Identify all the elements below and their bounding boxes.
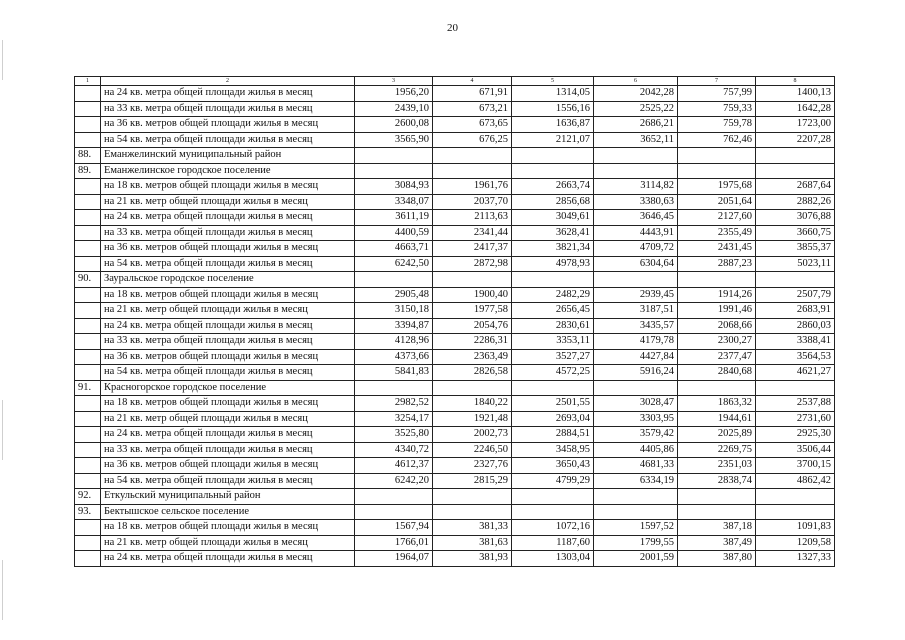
- value-cell: 6242,50: [355, 256, 433, 272]
- empty-cell: [756, 504, 835, 520]
- row-description: на 36 кв. метров общей площади жилья в месяц: [101, 241, 355, 257]
- column-number-row: [75, 77, 835, 86]
- scan-edge-mark: [2, 400, 3, 460]
- value-cell: 2002,73: [433, 427, 512, 443]
- value-cell: 3458,95: [512, 442, 594, 458]
- value-cell: 5023,11: [756, 256, 835, 272]
- value-cell: 2417,37: [433, 241, 512, 257]
- row-description: на 18 кв. метров общей площади жилья в месяц: [101, 287, 355, 303]
- row-description: на 24 кв. метра общей площади жилья в месяц: [101, 427, 355, 443]
- value-cell: 2286,31: [433, 334, 512, 350]
- value-cell: 1636,87: [512, 117, 594, 133]
- section-title: Бектышское сельское поселение: [101, 504, 355, 520]
- empty-cell: [75, 535, 101, 551]
- value-cell: 2037,70: [433, 194, 512, 210]
- empty-cell: [355, 504, 433, 520]
- empty-cell: [75, 194, 101, 210]
- value-cell: 3646,45: [594, 210, 678, 226]
- value-cell: 1977,58: [433, 303, 512, 319]
- section-row: [75, 272, 835, 288]
- section-title: Еманжелинское городское поселение: [101, 163, 355, 179]
- value-cell: 3388,41: [756, 334, 835, 350]
- empty-cell: [75, 458, 101, 474]
- value-cell: 3049,61: [512, 210, 594, 226]
- value-cell: 1961,76: [433, 179, 512, 195]
- scan-edge-mark: [2, 560, 3, 620]
- value-cell: 2269,75: [678, 442, 756, 458]
- value-cell: 1556,16: [512, 101, 594, 117]
- column-number-header: 6: [594, 77, 678, 86]
- value-cell: 3353,11: [512, 334, 594, 350]
- table-row: [75, 365, 835, 381]
- empty-cell: [594, 380, 678, 396]
- empty-cell: [75, 287, 101, 303]
- value-cell: 2830,61: [512, 318, 594, 334]
- section-row: [75, 489, 835, 505]
- value-cell: 1597,52: [594, 520, 678, 536]
- value-cell: 3564,53: [756, 349, 835, 365]
- empty-cell: [75, 411, 101, 427]
- row-description: на 24 кв. метра общей площади жилья в месяц: [101, 86, 355, 102]
- value-cell: 2656,45: [512, 303, 594, 319]
- table-row: [75, 101, 835, 117]
- table-row: [75, 411, 835, 427]
- value-cell: 3254,17: [355, 411, 433, 427]
- value-cell: 2042,28: [594, 86, 678, 102]
- empty-cell: [75, 365, 101, 381]
- section-number: 92.: [75, 489, 101, 505]
- empty-cell: [75, 117, 101, 133]
- value-cell: 4862,42: [756, 473, 835, 489]
- value-cell: 5916,24: [594, 365, 678, 381]
- value-cell: 2001,59: [594, 551, 678, 567]
- section-title: Еткульский муниципальный район: [101, 489, 355, 505]
- value-cell: 3628,41: [512, 225, 594, 241]
- value-cell: 3076,88: [756, 210, 835, 226]
- table-row: [75, 442, 835, 458]
- value-cell: 2860,03: [756, 318, 835, 334]
- value-cell: 1956,20: [355, 86, 433, 102]
- value-cell: 2363,49: [433, 349, 512, 365]
- empty-cell: [75, 551, 101, 567]
- value-cell: 2872,98: [433, 256, 512, 272]
- value-cell: 2982,52: [355, 396, 433, 412]
- value-cell: 4572,25: [512, 365, 594, 381]
- value-cell: 757,99: [678, 86, 756, 102]
- value-cell: 1991,46: [678, 303, 756, 319]
- empty-cell: [512, 489, 594, 505]
- value-cell: 2341,44: [433, 225, 512, 241]
- tariff-table: [74, 76, 835, 567]
- value-cell: 2525,22: [594, 101, 678, 117]
- empty-cell: [75, 86, 101, 102]
- row-description: на 54 кв. метра общей площади жилья в месяц: [101, 473, 355, 489]
- value-cell: 1975,68: [678, 179, 756, 195]
- table-row: [75, 303, 835, 319]
- value-cell: 3506,44: [756, 442, 835, 458]
- value-cell: 762,46: [678, 132, 756, 148]
- value-cell: 673,21: [433, 101, 512, 117]
- value-cell: 671,91: [433, 86, 512, 102]
- empty-cell: [75, 427, 101, 443]
- empty-cell: [75, 132, 101, 148]
- empty-cell: [594, 148, 678, 164]
- value-cell: 4443,91: [594, 225, 678, 241]
- section-number: 88.: [75, 148, 101, 164]
- empty-cell: [433, 504, 512, 520]
- table-row: [75, 396, 835, 412]
- value-cell: 1766,01: [355, 535, 433, 551]
- value-cell: 3380,63: [594, 194, 678, 210]
- empty-cell: [678, 272, 756, 288]
- value-cell: 4427,84: [594, 349, 678, 365]
- value-cell: 3084,93: [355, 179, 433, 195]
- section-number: 93.: [75, 504, 101, 520]
- empty-cell: [678, 163, 756, 179]
- value-cell: 2068,66: [678, 318, 756, 334]
- empty-cell: [756, 489, 835, 505]
- empty-cell: [433, 148, 512, 164]
- row-description: на 54 кв. метра общей площади жилья в месяц: [101, 256, 355, 272]
- value-cell: 1303,04: [512, 551, 594, 567]
- value-cell: 4799,29: [512, 473, 594, 489]
- table-row: [75, 349, 835, 365]
- value-cell: 2884,51: [512, 427, 594, 443]
- value-cell: 3652,11: [594, 132, 678, 148]
- value-cell: 381,93: [433, 551, 512, 567]
- value-cell: 2207,28: [756, 132, 835, 148]
- row-description: на 18 кв. метров общей площади жилья в месяц: [101, 179, 355, 195]
- table-row: [75, 132, 835, 148]
- value-cell: 2856,68: [512, 194, 594, 210]
- row-description: на 33 кв. метра общей площади жилья в месяц: [101, 101, 355, 117]
- value-cell: 6242,20: [355, 473, 433, 489]
- value-cell: 3435,57: [594, 318, 678, 334]
- row-description: на 21 кв. метр общей площади жилья в месяц: [101, 303, 355, 319]
- value-cell: 3611,19: [355, 210, 433, 226]
- value-cell: 3579,42: [594, 427, 678, 443]
- value-cell: 2826,58: [433, 365, 512, 381]
- value-cell: 2246,50: [433, 442, 512, 458]
- value-cell: 4128,96: [355, 334, 433, 350]
- table-row: [75, 520, 835, 536]
- empty-cell: [756, 272, 835, 288]
- row-description: на 33 кв. метра общей площади жилья в месяц: [101, 442, 355, 458]
- empty-cell: [75, 303, 101, 319]
- table-row: [75, 334, 835, 350]
- value-cell: 759,78: [678, 117, 756, 133]
- empty-cell: [75, 442, 101, 458]
- table-row: [75, 225, 835, 241]
- value-cell: 3394,87: [355, 318, 433, 334]
- row-description: на 18 кв. метров общей площади жилья в месяц: [101, 520, 355, 536]
- value-cell: 2025,89: [678, 427, 756, 443]
- value-cell: 2351,03: [678, 458, 756, 474]
- value-cell: 1642,28: [756, 101, 835, 117]
- row-description: на 36 кв. метров общей площади жилья в месяц: [101, 349, 355, 365]
- value-cell: 2439,10: [355, 101, 433, 117]
- value-cell: 2113,63: [433, 210, 512, 226]
- section-number: 91.: [75, 380, 101, 396]
- value-cell: 2939,45: [594, 287, 678, 303]
- section-number: 89.: [75, 163, 101, 179]
- row-description: на 36 кв. метров общей площади жилья в месяц: [101, 117, 355, 133]
- value-cell: 1327,33: [756, 551, 835, 567]
- scan-edge-mark: [2, 40, 3, 80]
- empty-cell: [756, 148, 835, 164]
- value-cell: 3187,51: [594, 303, 678, 319]
- table-row: [75, 86, 835, 102]
- value-cell: 3303,95: [594, 411, 678, 427]
- value-cell: 2887,23: [678, 256, 756, 272]
- section-row: [75, 380, 835, 396]
- value-cell: 2377,47: [678, 349, 756, 365]
- empty-cell: [75, 241, 101, 257]
- empty-cell: [433, 163, 512, 179]
- section-title: Зауральское городское поселение: [101, 272, 355, 288]
- table-row: [75, 551, 835, 567]
- value-cell: 1799,55: [594, 535, 678, 551]
- table-row: [75, 287, 835, 303]
- value-cell: 2600,08: [355, 117, 433, 133]
- empty-cell: [433, 272, 512, 288]
- value-cell: 1091,83: [756, 520, 835, 536]
- table-row: [75, 210, 835, 226]
- value-cell: 5841,83: [355, 365, 433, 381]
- empty-cell: [75, 101, 101, 117]
- value-cell: 3565,90: [355, 132, 433, 148]
- value-cell: 3700,15: [756, 458, 835, 474]
- empty-cell: [678, 148, 756, 164]
- value-cell: 1400,13: [756, 86, 835, 102]
- row-description: на 18 кв. метров общей площади жилья в месяц: [101, 396, 355, 412]
- value-cell: 6304,64: [594, 256, 678, 272]
- value-cell: 1964,07: [355, 551, 433, 567]
- value-cell: 3660,75: [756, 225, 835, 241]
- value-cell: 381,33: [433, 520, 512, 536]
- value-cell: 1900,40: [433, 287, 512, 303]
- value-cell: 6334,19: [594, 473, 678, 489]
- value-cell: 4978,93: [512, 256, 594, 272]
- empty-cell: [355, 163, 433, 179]
- value-cell: 1723,00: [756, 117, 835, 133]
- empty-cell: [512, 380, 594, 396]
- value-cell: 1944,61: [678, 411, 756, 427]
- empty-cell: [512, 504, 594, 520]
- table-row: [75, 194, 835, 210]
- empty-cell: [355, 489, 433, 505]
- value-cell: 2327,76: [433, 458, 512, 474]
- value-cell: 3114,82: [594, 179, 678, 195]
- empty-cell: [355, 148, 433, 164]
- table-row: [75, 117, 835, 133]
- value-cell: 2838,74: [678, 473, 756, 489]
- value-cell: 1187,60: [512, 535, 594, 551]
- value-cell: 1567,94: [355, 520, 433, 536]
- value-cell: 673,65: [433, 117, 512, 133]
- empty-cell: [433, 380, 512, 396]
- column-number-header: 2: [101, 77, 355, 86]
- value-cell: 759,33: [678, 101, 756, 117]
- value-cell: 1921,48: [433, 411, 512, 427]
- value-cell: 2693,04: [512, 411, 594, 427]
- table-row: [75, 458, 835, 474]
- value-cell: 2054,76: [433, 318, 512, 334]
- empty-cell: [594, 504, 678, 520]
- empty-cell: [355, 380, 433, 396]
- value-cell: 2663,74: [512, 179, 594, 195]
- table-row: [75, 179, 835, 195]
- value-cell: 4709,72: [594, 241, 678, 257]
- value-cell: 3150,18: [355, 303, 433, 319]
- section-number: 90.: [75, 272, 101, 288]
- value-cell: 2355,49: [678, 225, 756, 241]
- value-cell: 3821,34: [512, 241, 594, 257]
- value-cell: 1072,16: [512, 520, 594, 536]
- value-cell: 2482,29: [512, 287, 594, 303]
- page-number: 20: [447, 22, 458, 34]
- empty-cell: [355, 272, 433, 288]
- column-number-header: 5: [512, 77, 594, 86]
- value-cell: 2683,91: [756, 303, 835, 319]
- section-row: [75, 148, 835, 164]
- value-cell: 676,25: [433, 132, 512, 148]
- value-cell: 2537,88: [756, 396, 835, 412]
- empty-cell: [678, 504, 756, 520]
- value-cell: 1840,22: [433, 396, 512, 412]
- empty-cell: [75, 473, 101, 489]
- table-row: [75, 241, 835, 257]
- value-cell: 4621,27: [756, 365, 835, 381]
- value-cell: 2905,48: [355, 287, 433, 303]
- value-cell: 2507,79: [756, 287, 835, 303]
- value-cell: 4340,72: [355, 442, 433, 458]
- value-cell: 3855,37: [756, 241, 835, 257]
- row-description: на 33 кв. метра общей площади жилья в месяц: [101, 225, 355, 241]
- row-description: на 54 кв. метра общей площади жилья в месяц: [101, 365, 355, 381]
- table-row: [75, 535, 835, 551]
- value-cell: 3650,43: [512, 458, 594, 474]
- value-cell: 4179,78: [594, 334, 678, 350]
- value-cell: 2687,64: [756, 179, 835, 195]
- row-description: на 24 кв. метра общей площади жилья в месяц: [101, 210, 355, 226]
- empty-cell: [75, 396, 101, 412]
- value-cell: 2731,60: [756, 411, 835, 427]
- value-cell: 1914,26: [678, 287, 756, 303]
- value-cell: 2051,64: [678, 194, 756, 210]
- value-cell: 387,49: [678, 535, 756, 551]
- value-cell: 3348,07: [355, 194, 433, 210]
- value-cell: 2121,07: [512, 132, 594, 148]
- value-cell: 387,18: [678, 520, 756, 536]
- value-cell: 387,80: [678, 551, 756, 567]
- value-cell: 4681,33: [594, 458, 678, 474]
- empty-cell: [756, 380, 835, 396]
- empty-cell: [678, 489, 756, 505]
- row-description: на 36 кв. метров общей площади жилья в месяц: [101, 458, 355, 474]
- empty-cell: [594, 489, 678, 505]
- empty-cell: [433, 489, 512, 505]
- value-cell: 4400,59: [355, 225, 433, 241]
- section-title: Еманжелинский муниципальный район: [101, 148, 355, 164]
- value-cell: 2501,55: [512, 396, 594, 412]
- section-title: Красногорское городское поселение: [101, 380, 355, 396]
- row-description: на 21 кв. метр общей площади жилья в месяц: [101, 194, 355, 210]
- value-cell: 4612,37: [355, 458, 433, 474]
- table-row: [75, 473, 835, 489]
- value-cell: 2882,26: [756, 194, 835, 210]
- empty-cell: [75, 256, 101, 272]
- empty-cell: [75, 334, 101, 350]
- empty-cell: [678, 380, 756, 396]
- empty-cell: [75, 210, 101, 226]
- empty-cell: [75, 520, 101, 536]
- value-cell: 1863,32: [678, 396, 756, 412]
- value-cell: 4663,71: [355, 241, 433, 257]
- empty-cell: [75, 179, 101, 195]
- row-description: на 24 кв. метра общей площади жилья в месяц: [101, 551, 355, 567]
- section-row: [75, 504, 835, 520]
- value-cell: 4373,66: [355, 349, 433, 365]
- empty-cell: [756, 163, 835, 179]
- value-cell: 2815,29: [433, 473, 512, 489]
- column-number-header: 3: [355, 77, 433, 86]
- empty-cell: [594, 163, 678, 179]
- row-description: на 24 кв. метра общей площади жилья в месяц: [101, 318, 355, 334]
- value-cell: 4405,86: [594, 442, 678, 458]
- table-body: [75, 77, 835, 567]
- value-cell: 3527,27: [512, 349, 594, 365]
- column-number-header: 1: [75, 77, 101, 86]
- value-cell: 3525,80: [355, 427, 433, 443]
- section-row: [75, 163, 835, 179]
- value-cell: 3028,47: [594, 396, 678, 412]
- row-description: на 54 кв. метра общей площади жилья в месяц: [101, 132, 355, 148]
- row-description: на 33 кв. метра общей площади жилья в месяц: [101, 334, 355, 350]
- empty-cell: [512, 148, 594, 164]
- value-cell: 2686,21: [594, 117, 678, 133]
- empty-cell: [75, 318, 101, 334]
- column-number-header: 4: [433, 77, 512, 86]
- column-number-header: 7: [678, 77, 756, 86]
- value-cell: 2431,45: [678, 241, 756, 257]
- value-cell: 2840,68: [678, 365, 756, 381]
- column-number-header: 8: [756, 77, 835, 86]
- value-cell: 381,63: [433, 535, 512, 551]
- value-cell: 2925,30: [756, 427, 835, 443]
- empty-cell: [75, 225, 101, 241]
- value-cell: 2300,27: [678, 334, 756, 350]
- table-row: [75, 256, 835, 272]
- empty-cell: [594, 272, 678, 288]
- row-description: на 21 кв. метр общей площади жилья в месяц: [101, 535, 355, 551]
- value-cell: 2127,60: [678, 210, 756, 226]
- table-row: [75, 427, 835, 443]
- empty-cell: [75, 349, 101, 365]
- value-cell: 1314,05: [512, 86, 594, 102]
- value-cell: 1209,58: [756, 535, 835, 551]
- row-description: на 21 кв. метр общей площади жилья в месяц: [101, 411, 355, 427]
- empty-cell: [512, 272, 594, 288]
- empty-cell: [512, 163, 594, 179]
- table-row: [75, 318, 835, 334]
